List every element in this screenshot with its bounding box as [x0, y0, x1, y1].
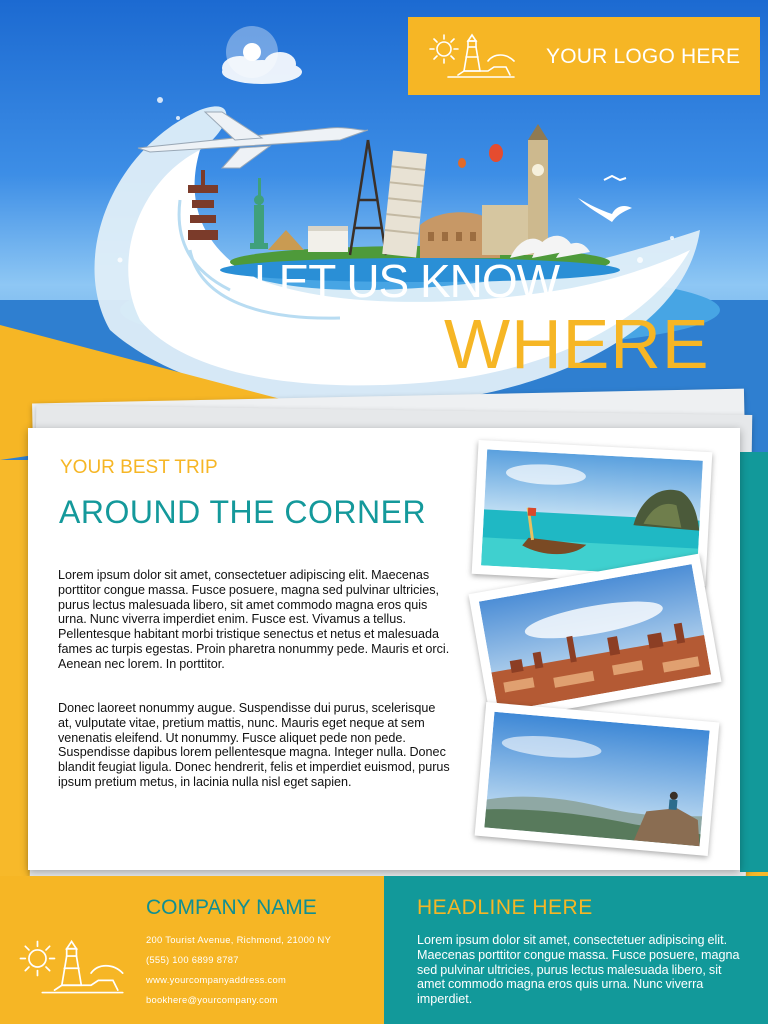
footer-paragraph: Lorem ipsum dolor sit amet, consectetuer adipiscing elit. Maecenas porttitor congue massa. Fusce posuere, magna sed pulvinar ultricies, purus lectus malesuada libero, sit amet commodo magna eros quis urna. Nunc viverra imperdiet.	[417, 933, 740, 1007]
logo-banner	[408, 17, 760, 95]
logo-text: YOUR LOGO HERE	[546, 45, 741, 68]
company-email-link[interactable]: bookhere@yourcompany.com	[146, 994, 278, 1005]
card-kicker: YOUR BEST TRIP	[60, 457, 218, 478]
card-paragraph-1: Lorem ipsum dolor sit amet, consectetuer adipiscing elit. Maecenas porttitor congue massa. Fusce posuere, magna sed pulvinar ultricies, purus lectus malesuada libero, sit amet commodo magna eros quis urna. Nunc viverra imperdiet enim. Fusce est. Vivamus a tellus. Pellentesque habitant morbi tristique senectus et netus et malesuada fames ac turpis egestas. Proin pharetra nonummy pede. Mauris et orci. Aenean nec lorem. In porttitor.	[58, 568, 450, 671]
card-paragraph-2: Donec laoreet nonummy augue. Suspendisse dui purus, scelerisque at, vulputate vitae, pretium mattis, nunc. Mauris eget neque at sem venenatis eleifend. Ut nonummy. Fusce aliquet pede non pede. Suspendisse dapibus lorem pellentesque magna. Integer nulla. Donec blandit feugiat ligula. Donec hendrerit, felis et imperdiet euismod, purus ipsum pretium metus, in lacinia nulla nisl eget sapien.	[58, 701, 450, 789]
card-title: AROUND THE CORNER	[59, 494, 427, 530]
photo-mountain-hiker	[475, 702, 720, 856]
lighthouse-sun-icon	[18, 932, 130, 1002]
company-website-link[interactable]: www.yourcompanyaddress.com	[146, 974, 287, 985]
teal-side-tab	[740, 452, 768, 872]
hero-headline-line2: WHERE	[444, 305, 710, 383]
company-address: 200 Tourist Avenue, Richmond, 21000 NY	[146, 934, 332, 945]
footer-headline: HEADLINE HERE	[417, 896, 593, 919]
hero-headline-line1: LET US KNOW	[254, 255, 560, 307]
company-name: COMPANY NAME	[146, 896, 317, 919]
lighthouse-sun-icon	[428, 31, 520, 81]
company-phone: (555) 100 6899 8787	[146, 954, 239, 965]
